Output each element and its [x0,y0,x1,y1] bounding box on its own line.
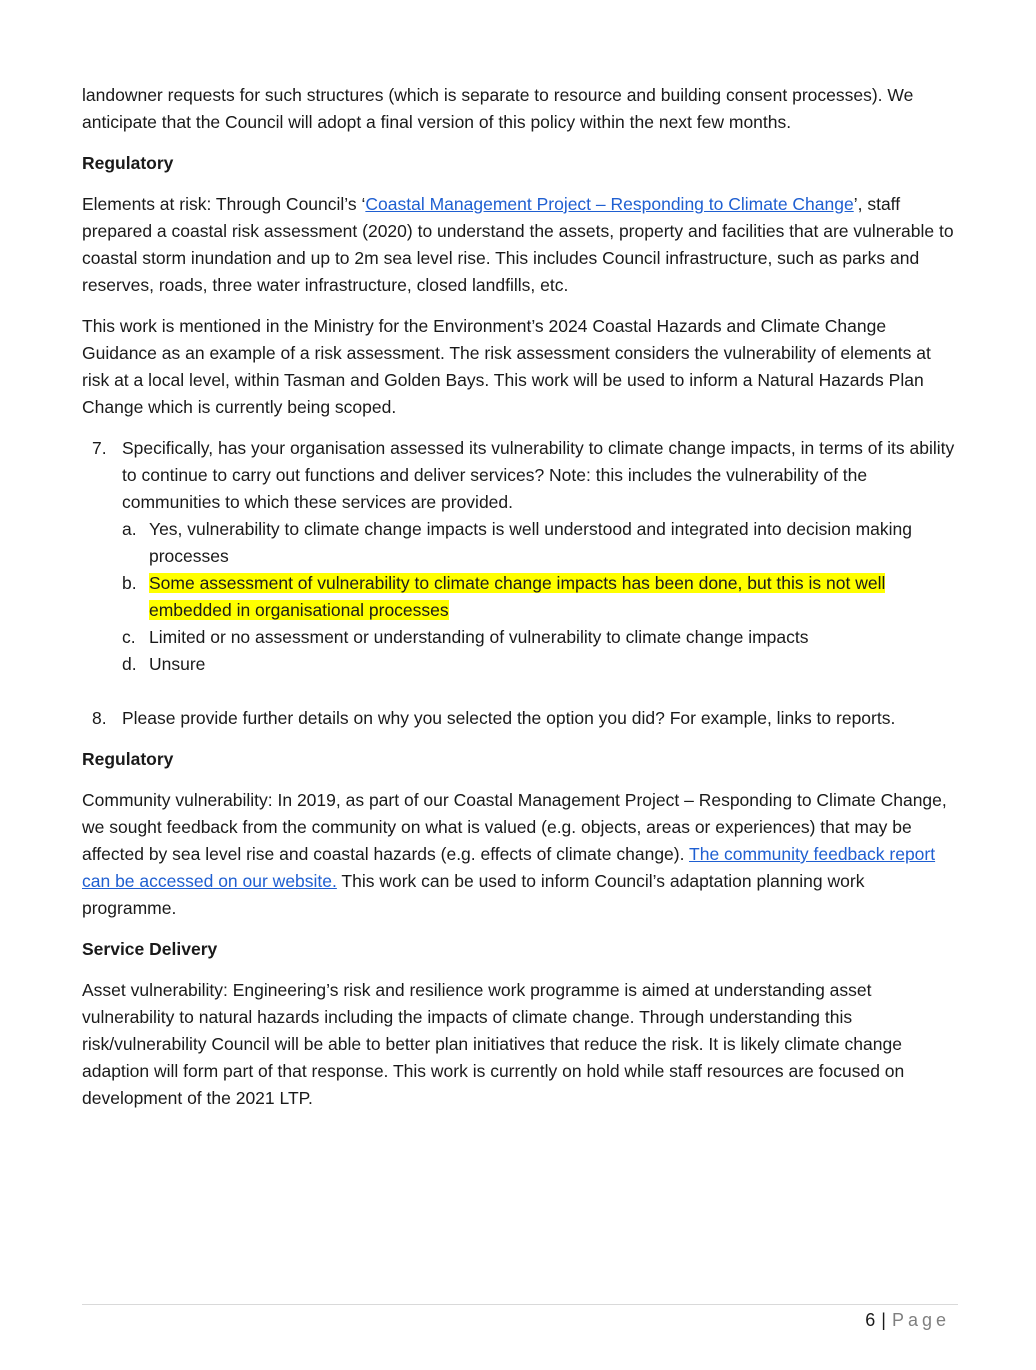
paragraph-text: ’, staff prepared a coastal risk assessment (2020) to understand the assets, property and facilities that are vulnerable to coastal storm inundation and up to 2m sea level rise. This includes Council infrastructure, such as parks and reserves, roads, three water infrastructure, closed landfills, etc. [82,194,954,295]
page-footer [865,1308,950,1332]
heading-regulatory-2: Regulatory [82,749,174,769]
option-text-wrapper [149,570,958,624]
option-text: Limited or no assessment or understanding of vulnerability to climate change impacts [149,627,809,647]
paragraph-text: This work can be used to inform Council’s adaptation planning work programme. [82,871,865,918]
paragraph-mfe-guidance: This work is mentioned in the Ministry for the Environment’s 2024 Coastal Hazards and Climate Change Guidance as an example of a risk assessment. The risk assessment considers the vulnerability of elements at risk at a local level, within Tasman and Golden Bays. This work will be used to inform a Natural Hazards Plan Change which is currently being scoped. [82,316,931,417]
heading-regulatory-1: Regulatory [82,153,174,173]
option-letter: c. [122,627,136,647]
question-7-options [122,516,958,678]
option-text: Yes, vulnerability to climate change impacts is well understood and integrated into decision making processes [149,519,912,566]
paragraph-policy-adoption: landowner requests for such structures (which is separate to resource and building consent processes). We anticipate that the Council will adopt a final version of this policy within the next few months. [82,85,914,132]
question-number: 8. [92,708,107,728]
option-text: Unsure [149,654,206,674]
option-letter: d. [122,654,137,674]
page-label: Page [891,1310,950,1330]
community-feedback-report-link[interactable]: The community feedback report can be accessed on our website. [82,844,936,891]
question-text: Please provide further details on why you selected the option you did? For example, links to reports. [122,708,896,728]
paragraph-text: Elements at risk: Through Council’s ‘ [82,194,366,214]
paragraph-text: Community vulnerability: In 2019, as part of our Coastal Management Project – Responding to Climate Change, we sought feedback from the community on what is valued (e.g. objects, areas or experiences) that may be affected by sea level rise and coastal hazards (e.g. effects of climate change). [82,790,947,864]
option-letter: b. [122,573,137,593]
footer-separator: | [881,1310,886,1330]
option-b-selected [122,570,958,624]
option-a [122,516,958,570]
heading-service-delivery: Service Delivery [82,939,218,959]
option-letter: a. [122,519,137,539]
paragraph-asset-vulnerability: Asset vulnerability: Engineering’s risk and resilience work programme is aimed at understanding asset vulnerability to natural hazards including the impacts of climate change. Through understanding this risk/vulnerability Council will be able to better plan initiatives that reduce the risk. It is likely climate change adaption will form part of that response. This work is currently on hold while staff resources are focused on development of the 2021 LTP. [82,980,905,1108]
option-c [122,624,958,651]
coastal-management-project-link[interactable]: Coastal Management Project – Responding to Climate Change [365,194,854,214]
page-number: 6 [865,1310,876,1330]
document-page [82,82,958,1126]
question-text: Specifically, has your organisation assessed its vulnerability to climate change impacts, in terms of its ability to continue to carry out functions and deliver services? Note: this includes the vulnerability of the communities to which these services are provided. [122,438,955,512]
question-8 [82,705,958,732]
option-d [122,651,958,678]
footer-divider [82,1304,958,1305]
question-7 [82,435,958,516]
question-number: 7. [92,438,107,458]
highlighted-option-text: Some assessment of vulnerability to climate change impacts has been done, but this is not well embedded in organisational processes [149,573,886,620]
paragraph-elements-at-risk [82,191,958,299]
paragraph-community-vulnerability [82,787,958,922]
spacer [82,678,958,705]
